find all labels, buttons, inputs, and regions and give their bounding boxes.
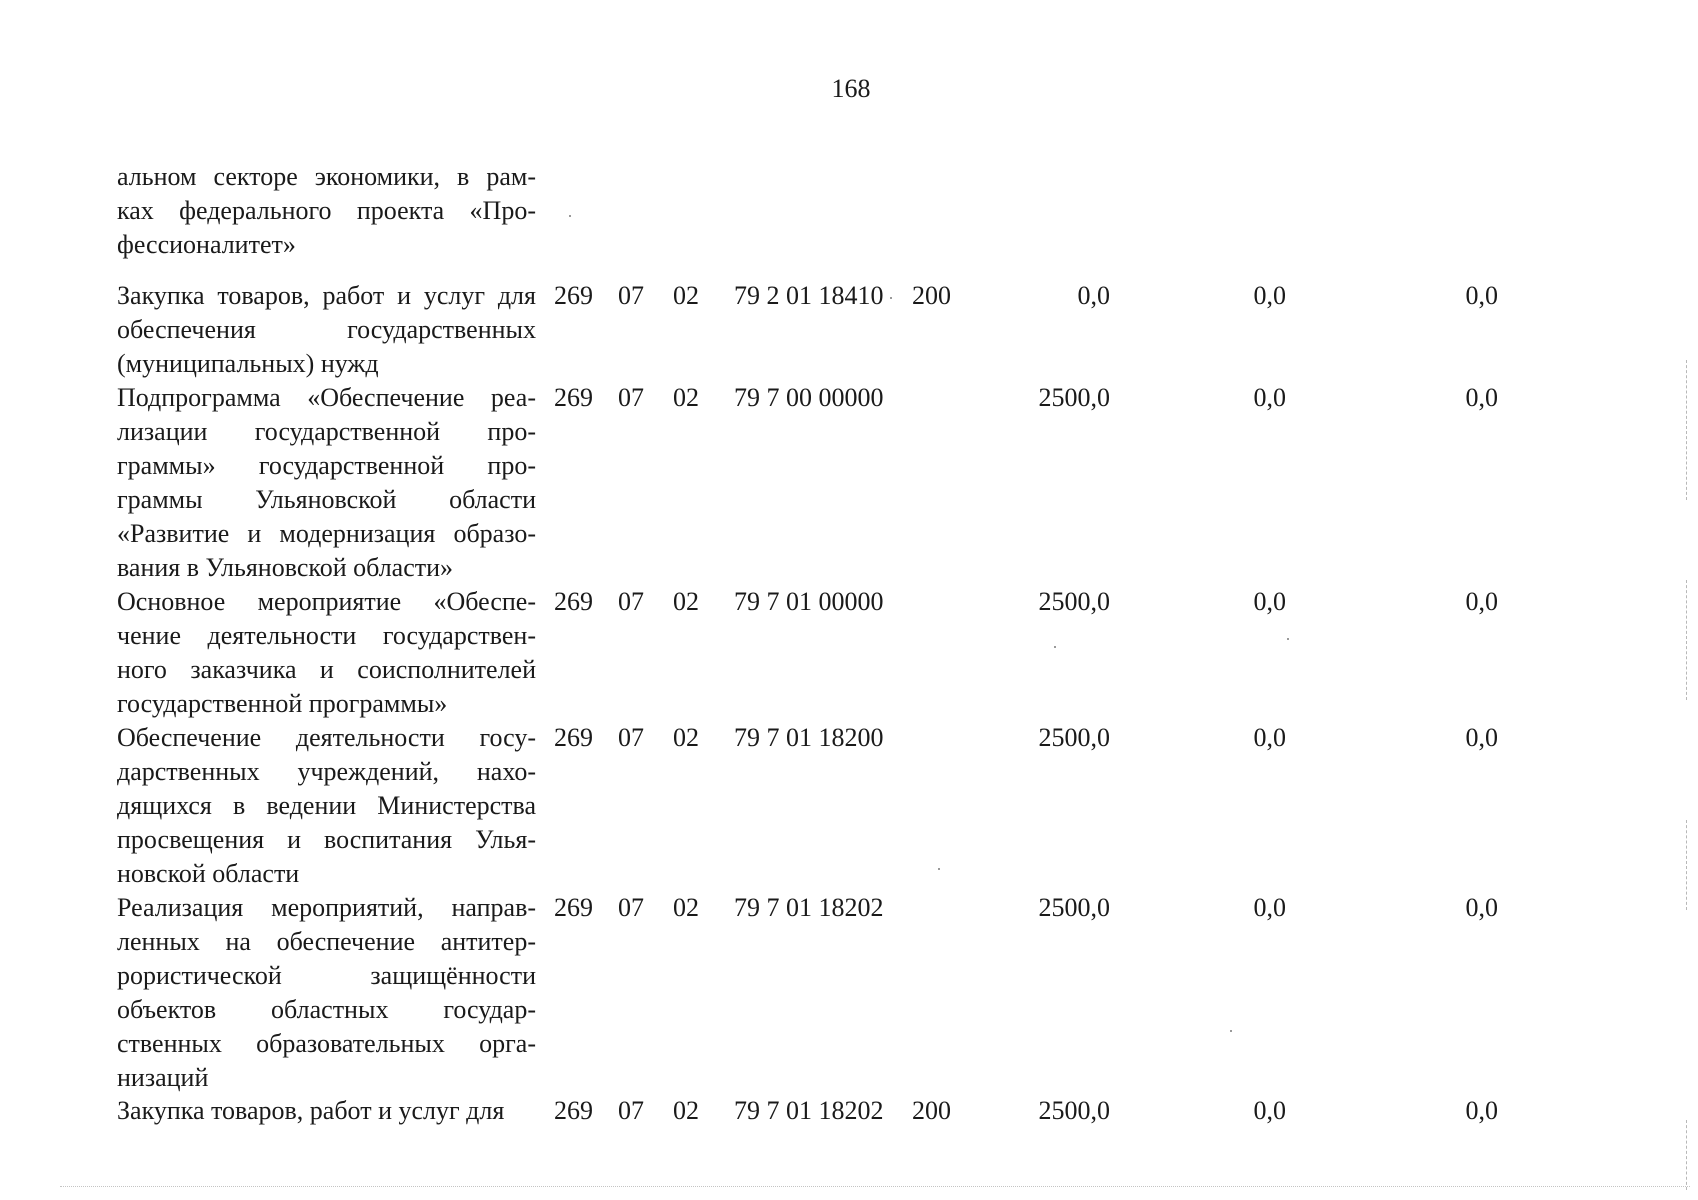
target-article: 79 7 01 18202	[734, 1096, 884, 1125]
ministry-code: 269	[554, 893, 593, 922]
section-code: 07	[618, 281, 644, 310]
scan-speck	[569, 215, 571, 217]
scan-edge-mark	[1686, 580, 1688, 700]
amount-year-3: 0,0	[1465, 893, 1498, 922]
row-description	[117, 891, 536, 1095]
subsection-code: 02	[673, 893, 699, 922]
description-line: (муниципальных) нужд	[117, 349, 379, 378]
target-article: 79 2 01 18410	[734, 281, 884, 310]
row-description	[117, 160, 536, 262]
row-description	[117, 585, 536, 721]
expense-type: 200	[912, 1096, 951, 1125]
amount-year-3: 0,0	[1465, 383, 1498, 412]
section-code: 07	[618, 893, 644, 922]
amount-year-3: 0,0	[1465, 281, 1498, 310]
amount-year-3: 0,0	[1465, 1096, 1498, 1125]
description-line: вания в Ульяновской области»	[117, 553, 454, 582]
scan-speck	[1230, 1030, 1232, 1032]
description-line: Основное мероприятие «Обеспе-	[117, 587, 536, 616]
amount-year-2: 0,0	[1253, 281, 1286, 310]
description-line: низаций	[117, 1063, 209, 1092]
amount-year-1: 2500,0	[1038, 723, 1110, 752]
scan-edge-mark	[1686, 1120, 1688, 1190]
amount-year-2: 0,0	[1253, 1096, 1286, 1125]
scan-speck	[1054, 646, 1056, 648]
target-article: 79 7 01 18202	[734, 893, 884, 922]
subsection-code: 02	[673, 1096, 699, 1125]
scan-speck	[938, 868, 940, 870]
description-line: рористической защищённости	[117, 961, 536, 990]
description-line: ственных образовательных орга-	[117, 1029, 536, 1058]
target-article: 79 7 00 00000	[734, 383, 884, 412]
amount-year-1: 2500,0	[1038, 383, 1110, 412]
description-line: Закупка товаров, работ и услуг для	[117, 281, 536, 310]
description-line: обеспечения государственных	[117, 315, 536, 344]
description-line: Закупка товаров, работ и услуг для	[117, 1096, 505, 1125]
amount-year-3: 0,0	[1465, 723, 1498, 752]
ministry-code: 269	[554, 281, 593, 310]
description-line: чение деятельности государствен-	[117, 621, 536, 650]
amount-year-2: 0,0	[1253, 587, 1286, 616]
ministry-code: 269	[554, 383, 593, 412]
ministry-code: 269	[554, 1096, 593, 1125]
amount-year-2: 0,0	[1253, 383, 1286, 412]
description-line: фессионалитет»	[117, 230, 296, 259]
expense-type: 200	[912, 281, 951, 310]
description-line: Обеспечение деятельности госу-	[117, 723, 536, 752]
row-description	[117, 721, 536, 891]
section-code: 07	[618, 383, 644, 412]
description-line: дящихся в ведении Министерства	[117, 791, 536, 820]
scan-speck	[890, 297, 892, 299]
description-line: объектов областных государ-	[117, 995, 536, 1024]
amount-year-3: 0,0	[1465, 587, 1498, 616]
description-line: государственной программы»	[117, 689, 448, 718]
scan-edge-mark	[1686, 360, 1688, 500]
scan-edge-mark	[60, 1186, 1690, 1188]
description-line: граммы Ульяновской области	[117, 485, 536, 514]
subsection-code: 02	[673, 723, 699, 752]
row-description	[117, 381, 536, 585]
section-code: 07	[618, 587, 644, 616]
row-description	[117, 279, 536, 381]
description-line: новской области	[117, 859, 300, 888]
description-line: ного заказчика и соисполнителей	[117, 655, 536, 684]
description-line: «Развитие и модернизация образо-	[117, 519, 536, 548]
description-line: граммы» государственной про-	[117, 451, 536, 480]
page-number: 168	[831, 74, 871, 103]
description-line: Подпрограмма «Обеспечение реа-	[117, 383, 536, 412]
description-line: просвещения и воспитания Улья-	[117, 825, 536, 854]
amount-year-1: 2500,0	[1038, 1096, 1110, 1125]
section-code: 07	[618, 723, 644, 752]
amount-year-2: 0,0	[1253, 723, 1286, 752]
amount-year-1: 2500,0	[1038, 587, 1110, 616]
amount-year-1: 0,0	[1077, 281, 1110, 310]
scan-edge-mark	[1686, 820, 1688, 910]
description-line: дарственных учреждений, нахо-	[117, 757, 536, 786]
ministry-code: 269	[554, 587, 593, 616]
description-line: Реализация мероприятий, направ-	[117, 893, 536, 922]
description-line: ках федерального проекта «Про-	[117, 196, 536, 225]
section-code: 07	[618, 1096, 644, 1125]
subsection-code: 02	[673, 383, 699, 412]
row-description	[117, 1094, 536, 1128]
subsection-code: 02	[673, 281, 699, 310]
scan-speck	[1287, 638, 1289, 640]
amount-year-2: 0,0	[1253, 893, 1286, 922]
description-line: ленных на обеспечение антитер-	[117, 927, 536, 956]
amount-year-1: 2500,0	[1038, 893, 1110, 922]
description-line: альном секторе экономики, в рам-	[117, 162, 536, 191]
description-line: лизации государственной про-	[117, 417, 536, 446]
ministry-code: 269	[554, 723, 593, 752]
target-article: 79 7 01 18200	[734, 723, 884, 752]
target-article: 79 7 01 00000	[734, 587, 884, 616]
subsection-code: 02	[673, 587, 699, 616]
